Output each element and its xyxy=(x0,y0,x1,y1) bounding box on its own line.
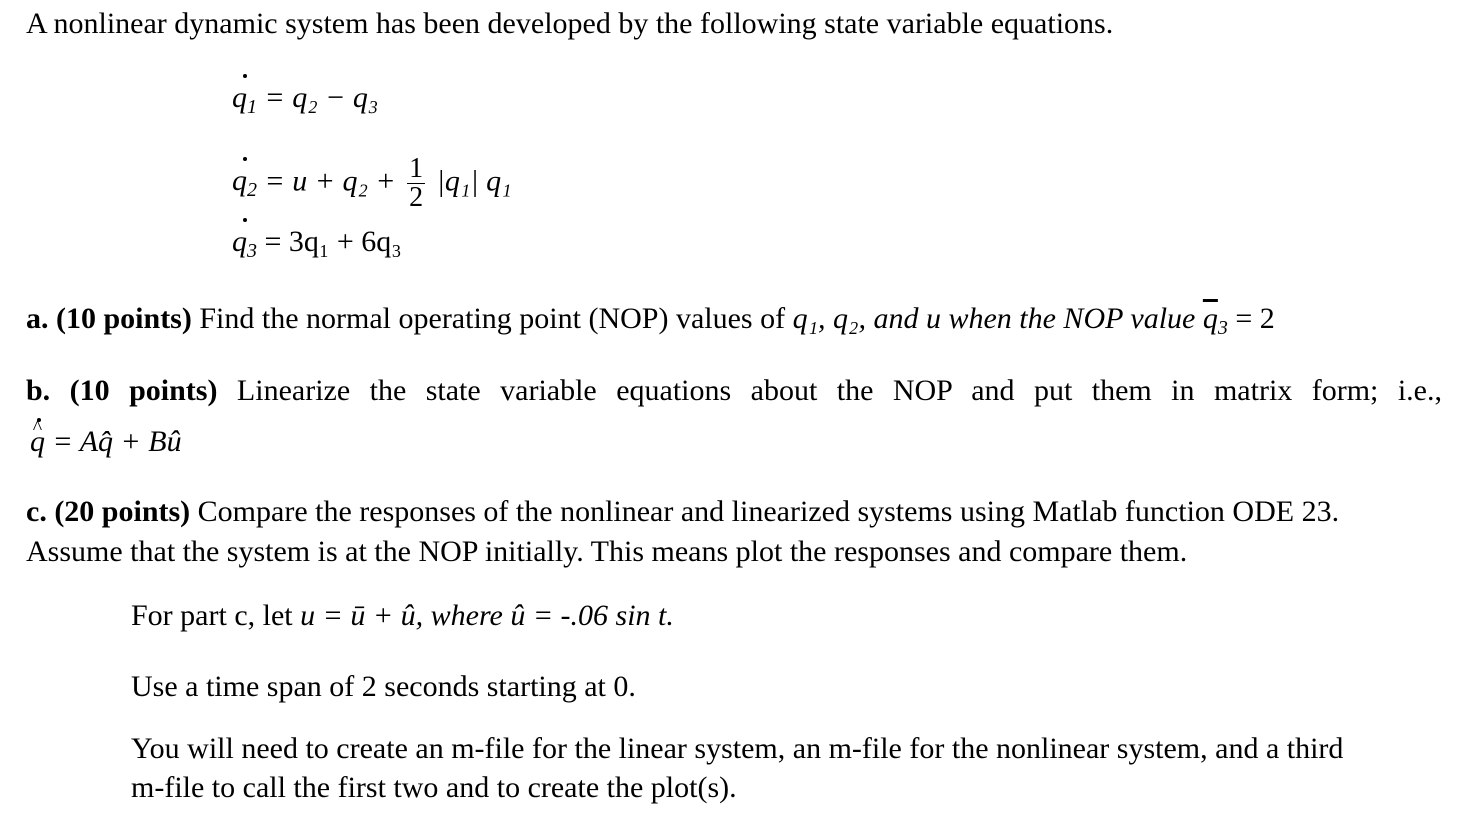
part-a-text: Find the normal operating point (NOP) values of xyxy=(199,302,786,335)
fraction-one-half xyxy=(407,155,425,212)
part-b-label: b. (10 points) xyxy=(26,374,218,407)
part-c-u-definition xyxy=(131,596,674,636)
equation-1 xyxy=(232,78,378,118)
part-c-line1 xyxy=(26,492,1339,532)
part-b-matrix-rhs: = Aq̂ + Bû xyxy=(52,425,182,458)
for-part-c-text: For part c, let xyxy=(131,599,293,632)
q2-dot-symbol: $q_2$ xyxy=(232,161,257,201)
part-a-vars: q₁, q₂, xyxy=(792,302,866,335)
part-a-label: a. (10 points) xyxy=(26,302,192,335)
part-b xyxy=(26,371,1442,411)
mfile-line2: m-file to call the first two and to create the plot(s). xyxy=(131,771,737,804)
part-c-line1-text: Compare the responses of the nonlinear and linearized systems using Matlab function ODE 23. xyxy=(197,495,1340,528)
equation-2 xyxy=(232,155,512,212)
part-a-value: = 2 xyxy=(1235,302,1275,335)
q3-dot-symbol: $q_3$ xyxy=(232,222,257,262)
part-b-text: Linearize the state variable equations about the NOP and put them in matrix form; i.e., xyxy=(236,374,1442,407)
u-definition-math: u = ū + û, where û = -.06 sin t. xyxy=(300,599,674,632)
part-a-math: and u when the NOP value xyxy=(873,302,1196,335)
mfile-line1: You will need to create an m-file for the linear system, an m-file for the nonlinear system, and a third xyxy=(131,732,1344,765)
q1-dot-symbol: $q_1$ xyxy=(232,78,257,118)
part-a xyxy=(26,299,1275,339)
time-span-text: Use a time span of 2 seconds starting at 0. xyxy=(131,670,636,703)
fraction-numerator: 1 xyxy=(409,153,424,184)
part-c-line2: Assume that the system is at the NOP initially. This means plot the responses and compare them. xyxy=(26,535,1188,568)
part-b-matrix-equation xyxy=(30,422,182,462)
equation-3 xyxy=(232,222,402,262)
part-c-label: c. (20 points) xyxy=(26,495,191,528)
equation-2-rhs-b: |q₁| q₁ xyxy=(436,164,512,198)
fraction-denominator: 2 xyxy=(409,182,424,213)
part-a-qbar: $\overline{q}_3$ xyxy=(1202,302,1228,339)
equation-3-rhs: = 3q₁ + 6q₃ xyxy=(264,225,402,258)
equation-1-rhs: = q₂ − q₃ xyxy=(264,81,379,114)
q-hat-dot-symbol: q ^ xyxy=(30,422,45,462)
intro-text: A nonlinear dynamic system has been developed by the following state variable equations. xyxy=(26,7,1114,40)
equation-2-rhs-a: = u + q₂ + xyxy=(264,164,396,198)
